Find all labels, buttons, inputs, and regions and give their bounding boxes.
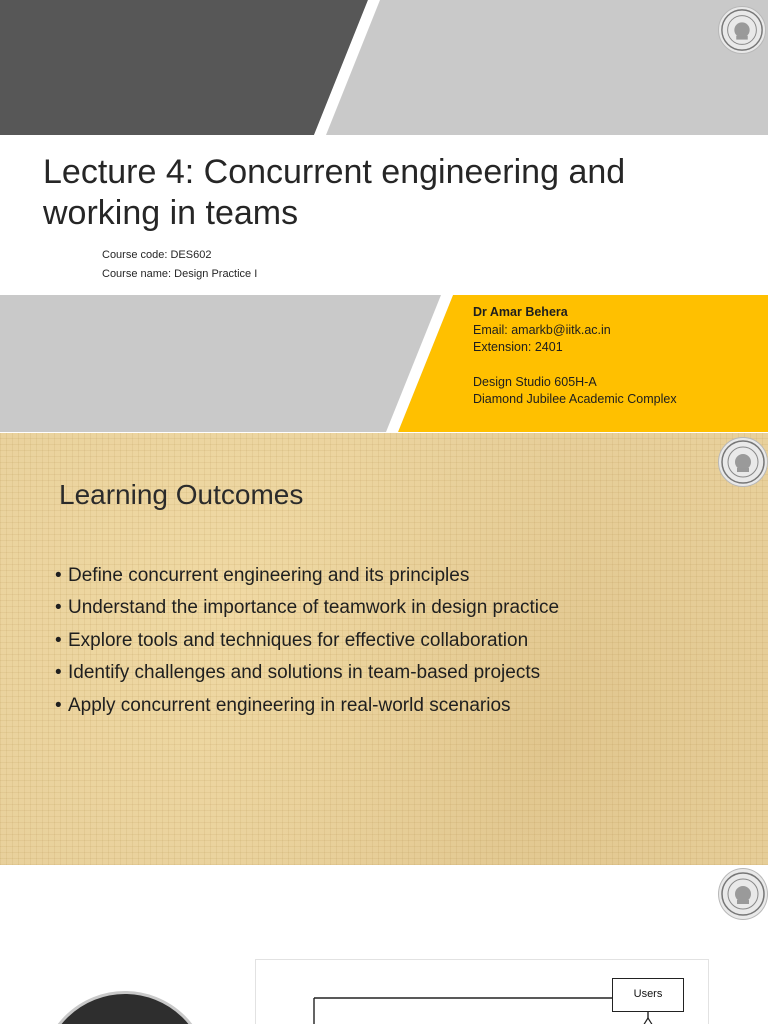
learning-outcomes-slide xyxy=(0,433,768,865)
course-code: Course code: DES602 xyxy=(102,249,212,261)
course-name: Course name: Design Practice I xyxy=(102,268,258,280)
institute-seal-icon xyxy=(718,437,768,487)
title-slide xyxy=(0,0,768,432)
diagram-slide xyxy=(0,866,768,1024)
outcomes-list xyxy=(55,560,559,722)
instructor-contact xyxy=(473,304,763,409)
list-item: • Define concurrent engineering and its principles xyxy=(55,565,470,586)
users-box: Users xyxy=(612,978,684,1012)
decorative-circle xyxy=(40,991,210,1024)
institute-seal-icon xyxy=(718,6,766,54)
list-item: • Understand the importance of teamwork in design practice xyxy=(55,597,560,619)
slide-heading: Learning Outcomes xyxy=(59,479,304,510)
instructor-extension: Extension: 2401 xyxy=(473,340,563,354)
lecture-title: Lecture 4: Concurrent engineering and working in teams xyxy=(43,153,626,232)
top-decorative-band xyxy=(0,0,768,135)
list-item: • Identify challenges and solutions in team-based projects xyxy=(55,662,541,684)
instructor-name: Dr Amar Behera xyxy=(473,305,568,319)
instructor-email: Email: amarkb@iitk.ac.in xyxy=(473,322,611,337)
instructor-office: Design Studio 605H-A xyxy=(473,374,597,389)
institute-seal-icon xyxy=(718,868,768,920)
list-item: • Explore tools and techniques for effective collaboration xyxy=(55,629,529,651)
instructor-building: Diamond Jubilee Academic Complex xyxy=(473,392,677,406)
list-item: • Apply concurrent engineering in real-world scenarios xyxy=(55,694,511,716)
process-diagram xyxy=(255,959,709,1024)
